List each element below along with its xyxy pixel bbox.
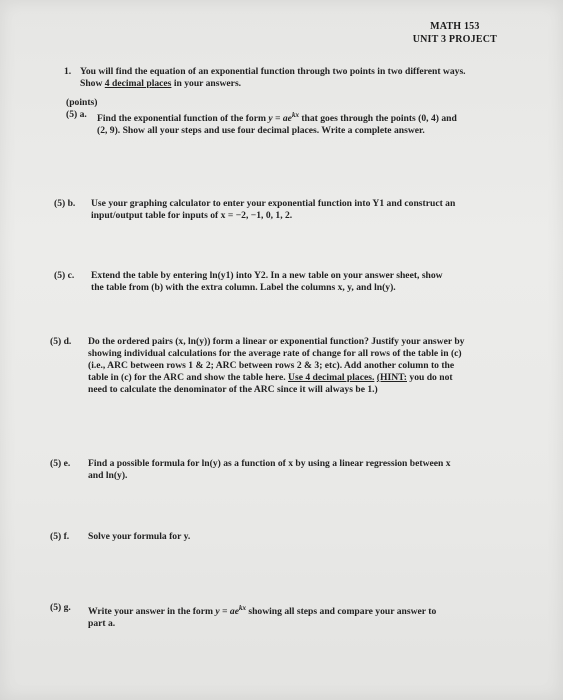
part-g-line-2: part a. <box>88 618 116 630</box>
part-b <box>54 198 524 222</box>
part-f <box>50 531 530 543</box>
q1-line-2-underlined: 4 decimal places <box>104 78 172 89</box>
part-d-line-4-underlined: Use 4 decimal places. <box>288 372 375 383</box>
part-g-exponent: kx <box>238 604 246 612</box>
part-e <box>50 458 530 482</box>
course-title: MATH 153 <box>430 21 480 32</box>
q1-line-2-pre: Show <box>80 78 105 89</box>
part-d-line-3: (i.e., ARC between rows 1 & 2; ARC between rows 2 & 3; etc). Add another column to the <box>88 360 455 371</box>
part-g-line-1-post: showing all steps and compare your answer to <box>245 606 437 618</box>
part-g-formula: y = ae <box>215 606 239 618</box>
part-a-line-1-pre: Find the exponential function of the form <box>97 113 269 125</box>
part-b-line-2: input/output table for inputs of x = −2, −1, 0, 1, 2. <box>91 210 293 221</box>
part-c <box>54 270 524 294</box>
part-d-hint-label: (HINT: <box>376 372 407 383</box>
part-d-line-4-pre: table in (c) for the ARC and show the table here. <box>88 372 289 383</box>
part-d-points: (5) d. <box>50 336 72 347</box>
part-e-line-2: and ln(y). <box>88 470 128 481</box>
part-d-line-2: showing individual calculations for the average rate of change for all rows of the table in (c) <box>88 348 462 359</box>
part-e-line-1: Find a possible formula for ln(y) as a function of x by using a linear regression between x <box>88 458 451 469</box>
part-d-line-4-post: you do not <box>407 372 453 383</box>
unit-title: UNIT 3 PROJECT <box>412 34 497 45</box>
part-d-line-1: Do the ordered pairs (x, ln(y)) form a linear or exponential function? Justify your answer by <box>88 336 465 347</box>
part-b-points: (5) b. <box>54 198 76 209</box>
part-f-line-1: Solve your formula for y. <box>88 531 191 542</box>
page-header <box>413 20 497 46</box>
part-c-line-1: Extend the table by entering ln(y1) into Y2. In a new table on your answer sheet, show <box>91 270 443 281</box>
part-a-line-2: (2, 9). Show all your steps and use four decimal places. Write a complete answer. <box>97 125 425 137</box>
part-f-points: (5) f. <box>50 531 70 542</box>
question-number: 1. <box>64 66 72 77</box>
part-g <box>50 602 530 630</box>
part-a <box>66 109 526 137</box>
part-a-exponent: kx <box>291 111 299 119</box>
part-a-points: (5) a. <box>66 109 87 120</box>
points-label: (points) <box>66 97 98 108</box>
q1-line-2-post: in your answers. <box>171 78 242 89</box>
part-g-points: (5) g. <box>50 602 71 613</box>
part-d <box>50 336 530 396</box>
part-c-points: (5) c. <box>54 270 75 281</box>
part-c-line-2: the table from (b) with the extra column. Label the columns x, y, and ln(y). <box>91 282 396 293</box>
part-d-line-5: need to calculate the denominator of the ARC since it will always be 1.) <box>88 384 378 395</box>
part-a-formula: y = ae <box>268 113 292 125</box>
q1-line-1: You will find the equation of an exponential function through two points in two different ways. <box>80 66 466 77</box>
part-b-line-1: Use your graphing calculator to enter your exponential function into Y1 and construct an <box>91 198 456 209</box>
question-1-intro <box>64 66 524 90</box>
part-a-line-1-post: that goes through the points (0, 4) and <box>298 113 457 125</box>
part-e-points: (5) e. <box>50 458 71 469</box>
part-g-line-1-pre: Write your answer in the form <box>88 606 216 618</box>
